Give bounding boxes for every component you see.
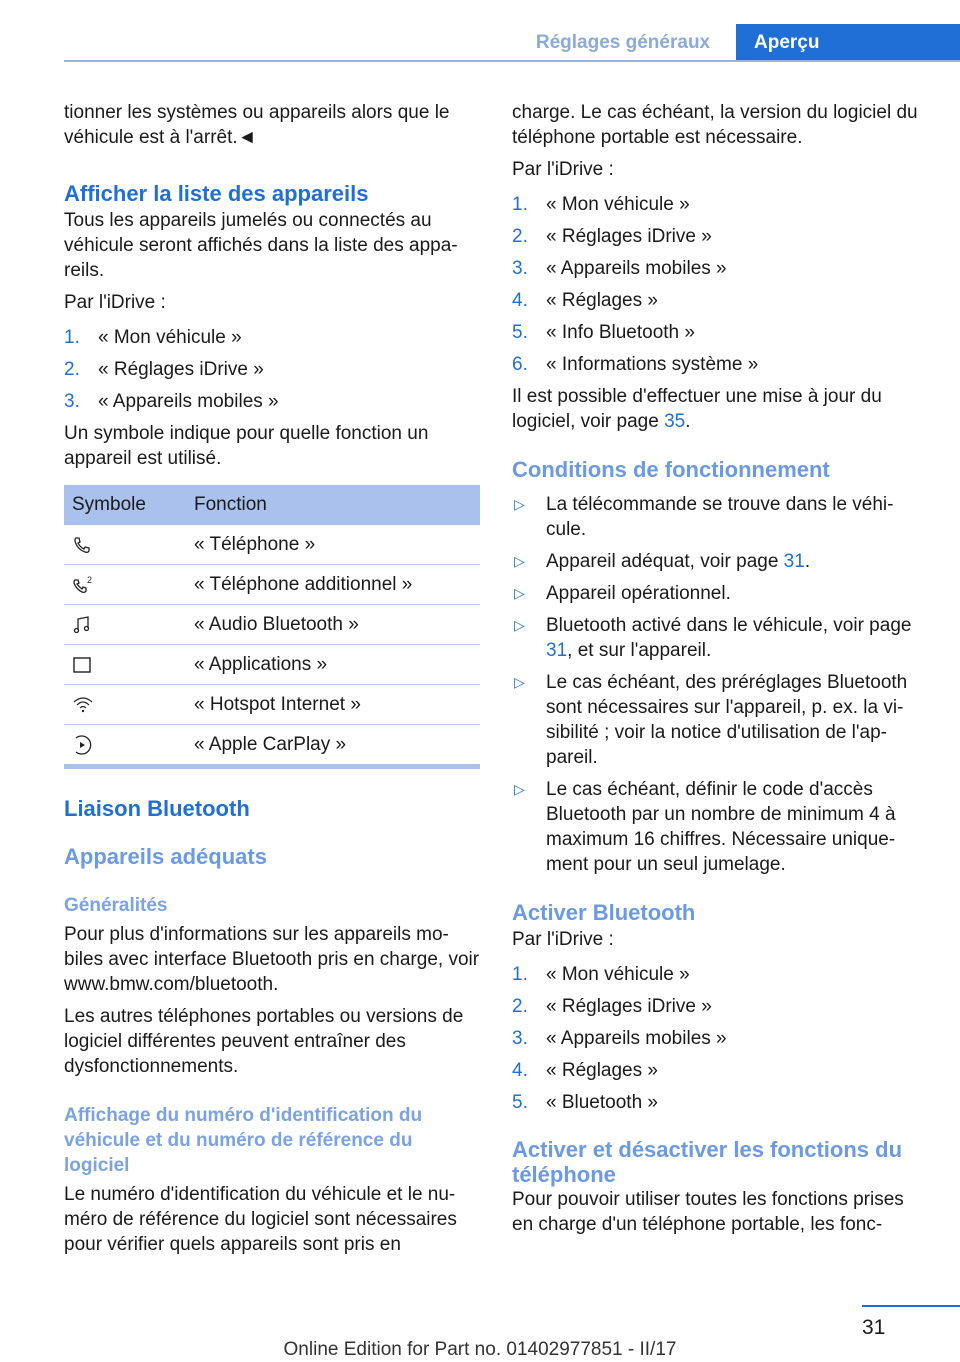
list-item: 4. « Réglages » (512, 1060, 658, 1081)
phone-icon (72, 535, 92, 555)
heading-generalites: Généralités (64, 895, 168, 916)
list-item: ▷ Appareil opérationnel. (514, 583, 731, 604)
paragraph-par-idrive-1: Par l'iDrive : (512, 159, 614, 180)
list-item: ▷ La télécommande se trouve dans le véhi‐ cule. (514, 494, 894, 540)
triangle-bullet-icon: ▷ (514, 617, 525, 633)
page-link-31[interactable]: 31 (783, 551, 805, 572)
list-item: 2. « Réglages iDrive » (64, 359, 264, 380)
right-column (512, 100, 930, 1244)
paragraph-mise-a-jour: Il est possible d'effectuer une mise à jour du logiciel, voir page 35. (512, 386, 882, 432)
paragraph-charge: charge. Le cas échéant, la version du logiciel du téléphone portable est nécessaire. (512, 102, 918, 148)
list-item: 5. « Info Bluetooth » (512, 322, 695, 343)
music-note-icon (72, 615, 92, 635)
paragraph-symbole: Un symbole indique pour quelle fonction un appareil est utilisé. (64, 423, 429, 469)
table-row: « Téléphone » (64, 525, 480, 565)
triangle-bullet-icon: ▷ (514, 553, 525, 569)
page-number: 31 (862, 1316, 886, 1339)
paragraph-plus-infos: Pour plus d'informations sur les appareils mo‐ biles avec interface Bluetooth pris en charge, voir www.bmw.com/bluetooth. (64, 924, 480, 995)
list-item: 3. « Appareils mobiles » (512, 1028, 727, 1049)
list-item: ▷ Le cas échéant, des préréglages Bluetooth sont nécessaires sur l'appareil, p. ex. la vi‐ sibilité ; voir la notice d'utilisation de l'ap‐ pareil. (514, 672, 908, 768)
list-item: 3. « Appareils mobiles » (512, 258, 727, 279)
heading-conditions: Conditions de fonctionnement (512, 457, 830, 482)
footer-rule (862, 1305, 960, 1307)
header-tab-apercu: Aperçu (736, 24, 960, 62)
list-item: 1. « Mon véhicule » (512, 964, 690, 985)
table-row: 2 « Téléphone additionnel » (64, 565, 480, 605)
triangle-bullet-icon: ▷ (514, 496, 525, 512)
triangle-bullet-icon: ▷ (514, 674, 525, 690)
continued-paragraph: tionner les systèmes ou appareils alors que le véhicule est à l'arrêt.◄ (64, 102, 450, 148)
wifi-icon (72, 695, 94, 715)
list-item: 4. « Réglages » (512, 290, 658, 311)
square-icon (72, 655, 92, 675)
heading-afficher-liste: Afficher la liste des appareils (64, 181, 369, 206)
list-item: 6. « Informations système » (512, 354, 759, 375)
list-item: 2. « Réglages iDrive » (512, 226, 712, 247)
phone-2-icon (72, 575, 94, 595)
heading-liaison-bluetooth: Liaison Bluetooth (64, 796, 250, 821)
paragraph-par-idrive: Par l'iDrive : (64, 292, 166, 313)
paragraph-pour-pouvoir: Pour pouvoir utiliser toutes les fonctions prises en charge d'un téléphone portable, les fonc‐ (512, 1189, 904, 1235)
header-section-title: Réglages généraux (535, 32, 711, 53)
heading-affichage-numero: Affichage du numéro d'identification du véhicule et du numéro de référence du logiciel (64, 1105, 423, 1176)
triangle-bullet-icon: ▷ (514, 585, 525, 601)
column-header-symbole: Symbole (64, 485, 186, 525)
paragraph-numero-identification: Le numéro d'identification du véhicule et le nu‐ méro de référence du logiciel sont nécessaires pour vérifier quels appareils sont pris en (64, 1184, 457, 1255)
paragraph-autres-telephones: Les autres téléphones portables ou versions de logiciel différentes peuvent entraîner des dysfonctionnements. (64, 1006, 464, 1077)
list-item: 5. « Bluetooth » (512, 1092, 658, 1113)
list-item: ▷ Bluetooth activé dans le véhicule, voir page 31, et sur l'appareil. (514, 615, 912, 661)
table-row: « Applications » (64, 645, 480, 685)
list-item: 3. « Appareils mobiles » (64, 391, 279, 412)
play-circle-icon (72, 735, 92, 755)
column-header-fonction: Fonction (186, 485, 480, 525)
paragraph-tous-appareils: Tous les appareils jumelés ou connectés au véhicule seront affichés dans la liste des appa‐ reils. (64, 210, 458, 281)
conditions-list (512, 492, 930, 877)
svg-text:2: 2 (87, 574, 93, 585)
steps-list-bluetooth (512, 962, 930, 1115)
triangle-bullet-icon: ▷ (514, 781, 525, 797)
table-row: « Hotspot Internet » (64, 685, 480, 725)
list-item: ▷ Le cas échéant, définir le code d'accès Bluetooth par un nombre de minimum 4 à maximum 16 chiffres. Nécessaire unique‐ ment pour un seul jumelage. (514, 779, 896, 875)
steps-list-afficher (64, 325, 482, 414)
left-column (64, 100, 482, 1264)
heading-appareils-adequats: Appareils adéquats (64, 844, 267, 869)
footer-edition: Online Edition for Part no. 01402977851 - II/17 (283, 1339, 677, 1360)
heading-activer-bluetooth: Activer Bluetooth (512, 900, 696, 925)
list-item: 1. « Mon véhicule » (64, 327, 242, 348)
list-item: 1. « Mon véhicule » (512, 194, 690, 215)
steps-list-info (512, 192, 930, 377)
table-row: « Audio Bluetooth » (64, 605, 480, 645)
paragraph-par-idrive-2: Par l'iDrive : (512, 929, 614, 950)
list-item: ▷ Appareil adéquat, voir page 31. (514, 551, 811, 572)
header-rule (64, 60, 960, 62)
heading-activer-desactiver: Activer et désactiver les fonctions du téléphone (512, 1137, 903, 1187)
page-link-35[interactable]: 35 (664, 411, 686, 432)
symbol-table (64, 485, 480, 769)
page-link-31[interactable]: 31 (546, 640, 568, 661)
table-row: « Apple CarPlay » (64, 725, 480, 767)
list-item: 2. « Réglages iDrive » (512, 996, 712, 1017)
